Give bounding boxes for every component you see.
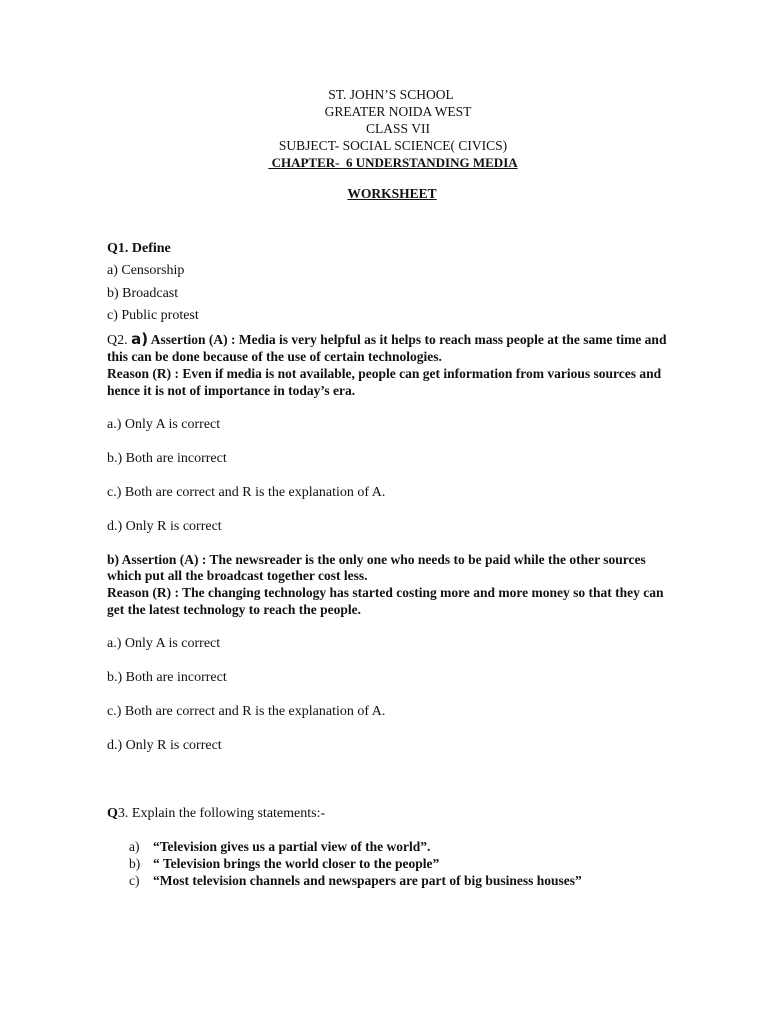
q3-statement-marker: a) <box>129 838 140 854</box>
q1-item: b) Broadcast <box>107 285 179 301</box>
q2a-option: b.) Both are incorrect <box>107 450 227 466</box>
q2a-option: c.) Both are correct and R is the explanation of A. <box>107 484 386 500</box>
q2b-option: b.) Both are incorrect <box>107 669 227 685</box>
q2-number: Q2. <box>107 332 132 348</box>
question-2 <box>107 329 670 755</box>
document-header <box>0 86 768 171</box>
q2a-option: a.) Only A is correct <box>107 416 221 432</box>
q2-part-a-marker: a) <box>131 329 149 348</box>
q3-statement <box>129 855 667 872</box>
chapter-title: CHAPTER- 6 UNDERSTANDING MEDIA <box>268 155 518 170</box>
q3-statement-text: “ Television brings the world closer to the people” <box>153 855 440 871</box>
school-name: ST. JOHN’S SCHOOL <box>328 87 454 102</box>
q2-part-b-assertion: b) Assertion (A) : The newsreader is the only one who needs to be paid while the other sources which put all the broadcast together cost less. <box>107 551 646 584</box>
q3-statement-text: “Most television channels and newspapers are part of big business houses” <box>153 872 582 888</box>
q2b-option: c.) Both are correct and R is the explanation of A. <box>107 703 386 719</box>
worksheet-body <box>107 240 670 889</box>
q1-item: c) Public protest <box>107 308 199 323</box>
subject-label: SUBJECT- SOCIAL SCIENCE( CIVICS) <box>278 138 508 153</box>
q3-statement <box>129 872 667 889</box>
worksheet-title: WORKSHEET <box>347 186 437 201</box>
q3-statement-text: “Television gives us a partial view of the world”. <box>153 838 431 854</box>
q1-title: Q1. Define <box>107 241 171 256</box>
q2b-option: a.) Only A is correct <box>107 635 221 651</box>
question-3 <box>107 805 667 823</box>
class-label: CLASS VII <box>366 121 430 136</box>
q3-statement <box>129 838 667 855</box>
school-location: GREATER NOIDA WEST <box>324 104 472 119</box>
q2-part-b <box>107 552 667 619</box>
q2a-option: d.) Only R is correct <box>107 518 222 534</box>
q2-part-b-reason: Reason (R) : The changing technology has started costing more and more money so that they can get the latest technology to reach the people. <box>107 585 664 618</box>
q2-part-a-assertion: Assertion (A) : Media is very helpful as it helps to reach mass people at the same time and this can be done because of the use of certain technologies. <box>107 331 670 365</box>
q3-statement-marker: b) <box>129 855 141 871</box>
q2b-option: d.) Only R is correct <box>107 737 222 753</box>
q3-letter: Q <box>107 805 118 821</box>
q2-part-a-reason: Reason (R) : Even if media is not available, people can get information from various sources and hence it is not of importance in today’s era. <box>107 366 662 398</box>
q3-statement-marker: c) <box>129 872 140 888</box>
q1-item: a) Censorship <box>107 263 185 278</box>
q3-prompt: 3. Explain the following statements:- <box>117 805 326 821</box>
q2-part-a <box>107 329 670 400</box>
q3-statement-list <box>129 838 667 889</box>
question-1 <box>107 240 667 330</box>
